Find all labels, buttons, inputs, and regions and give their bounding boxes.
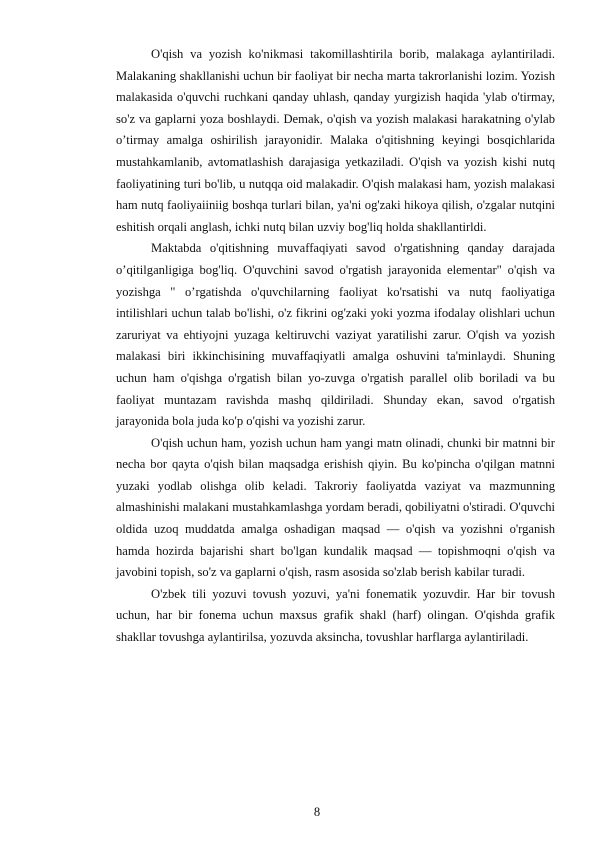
paragraph: O'zbek tili yozuvi tovush yozuvi, ya'ni fonematik yozuvdir. Har bir tovush uchun, har bir fonema uchun maxsus grafik shakl (harf) olingan. O'qishda grafik shakllar tovushga aylantirilsa, yozuvda aksincha, tovushlar harflarga aylantiriladi. (116, 586, 555, 645)
paragraph: O'qish va yozish ko'nikmasi takomillashtirila borib, malakaga aylantiriladi. Malakaning shakllanishi uchun bir faoliyat bir necha marta takrorlanishi lozim. Yozish malakasida o'quvchi ruchkani qanday uhlash, qanday yurgizish haqida 'ylab o'tirmay, so'z va gaplarni yoza boshlaydi. Demak, o'qish va yozish malakasi harakatning o'ylab o’tirmay amalga oshirilish jarayonidir. Malaka o'qitishning keyingi bosqichlarida mustahkamlanib, avtomatlashish darajasiga yetkaziladi. O'qish va yozish kishi nutq faoliyatining turi bo'lib, u nutqqa oid malakadir. O'qish malakasi ham, yozish malakasi ham nutq faoliyaiiniig boshqa turlari bilan, ya'ni og'zaki hikoya qilish, o'zgalar nutqini eshitish orqali anglash, ichki nutq bilan uzviy bog'liq holda shakllantirldi. (116, 47, 555, 234)
paragraph: O'qish uchun ham, yozish uchun ham yangi matn olinadi, chunki bir matnni bir necha bor qayta o'qish bilan maqsadga erishish qiyin. Bu ko'pincha o'qilgan matnni yuzaki yodlab olishga olib keladi. Takroriy faoliyatda vaziyat va mazmunning almashinishi malakani mustahkamlashga yordam beradi, qobiliyatni o'stiradi. O'quvchi oldida uzoq muddatda amalga oshadigan maqsad — o'qish va yozishni o'rganish hamda hozirda bajarishi shart bo'lgan kundalik maqsad — topishmoqni o'qish va javobini topish, so'z va gaplarni o'qish, rasm asosida so'zlab berish kabilar turadi. (116, 435, 555, 580)
page-number: 8 (313, 805, 321, 819)
paragraph: Maktabda o'qitishning muvaffaqiyati savod o'rgatishning qanday darajada o’qitilganligiga bog'liq. O'quvchini savod o'rgatish jarayonida elementar" o'qish va yozishga " o’rgatishda o'quvchilarning faoliyat ko'rsatishi va nutq faoliyatiga intilishlari uchun talab bo'lishi, o'z fikrini og'zaki yoki yozma ifodalay olishlari uchun zaruriyat va ehtiyojni yuzaga keltiruvchi vaziyat yaratilishi zarur. O'qish va yozish malakasi biri ikkinchisining muvaffaqiyatli amalga oshuvini ta'minlaydi. Shuning uchun ham o'qishga o'rgatish bilan yo-zuvga o'rgatish parallel olib boriladi va bu faoliyat muntazam ravishda mashq qildiriladi. Shunday ekan, savod o'rgatish jarayonida bola juda ko'p o'qishi va yozishi zarur. (116, 241, 555, 429)
text-body (116, 44, 555, 649)
